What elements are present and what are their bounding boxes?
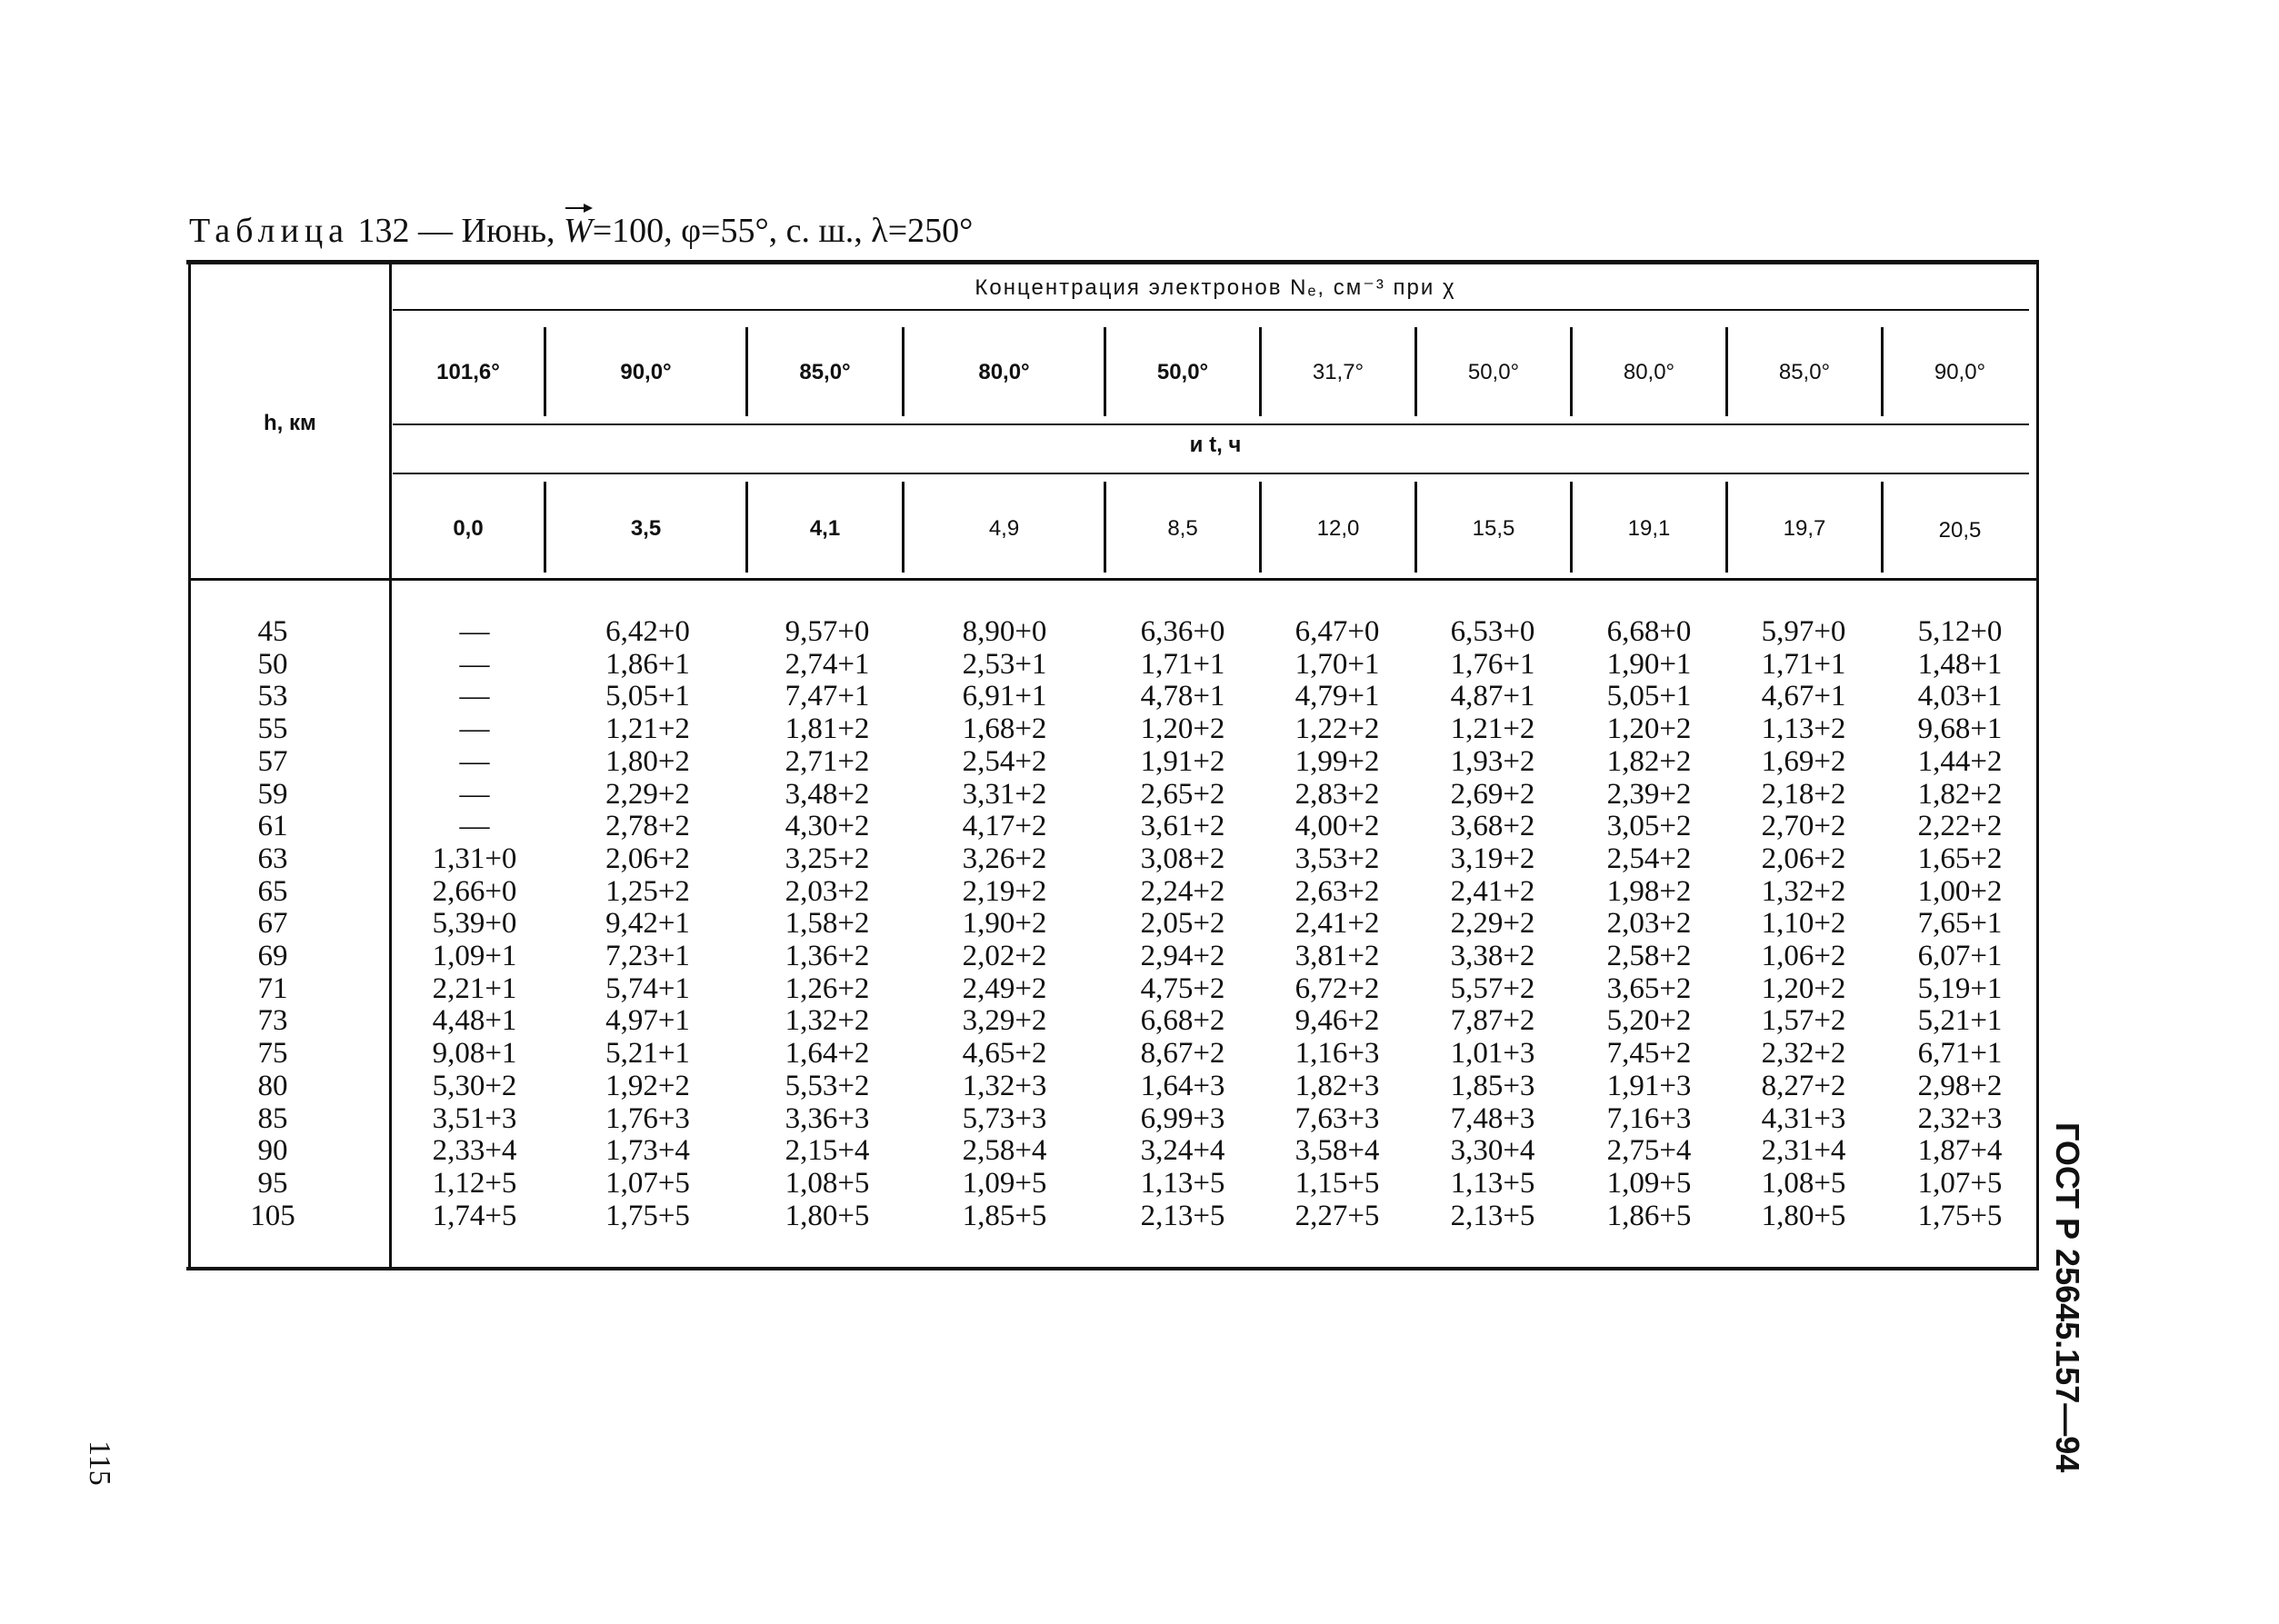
table-cell: 5,19+1 (1917, 971, 2003, 1005)
table-cell: 2,58+4 (962, 1134, 1047, 1168)
table-cell-h: 65 (257, 874, 288, 908)
chi-value: 31,7° (1312, 360, 1364, 384)
table-cell: 2,74+1 (785, 647, 870, 681)
table-cell: 1,76+3 (605, 1101, 690, 1135)
table-cell: 1,86+1 (605, 647, 690, 681)
table-bottom-rule (186, 1267, 2039, 1270)
table-cell: 6,91+1 (962, 680, 1047, 713)
header-rule-3 (393, 473, 2029, 474)
table-cell: 1,71+1 (1140, 647, 1225, 681)
t-value: 4,1 (809, 516, 841, 541)
table-caption (189, 211, 973, 251)
table-cell: 1,82+3 (1294, 1069, 1380, 1102)
table-cell: 2,65+2 (1140, 777, 1225, 811)
table-cell: 3,48+2 (785, 777, 870, 811)
table-cell: 1,20+2 (1140, 712, 1225, 746)
table-cell: 8,67+2 (1140, 1037, 1225, 1071)
t-value: 19,1 (1627, 516, 1671, 541)
caption-label: Таблица (189, 212, 350, 250)
header-rule-1 (393, 309, 2029, 311)
table-cell: 4,48+1 (432, 1004, 517, 1038)
data-column (909, 616, 1100, 1232)
table-cell: 1,81+2 (785, 712, 870, 746)
table-cell: 1,13+2 (1761, 712, 1846, 746)
table-cell: 9,68+1 (1917, 712, 2003, 746)
table-cell: 2,31+4 (1761, 1134, 1846, 1168)
table-cell: 5,57+2 (1450, 971, 1535, 1005)
table-cell: 6,07+1 (1917, 940, 2003, 973)
table-cell: 3,65+2 (1606, 971, 1692, 1005)
table-cell-h: 67 (257, 907, 288, 941)
table-cell: 2,41+2 (1294, 907, 1380, 941)
table-cell: 1,07+5 (1917, 1166, 2003, 1200)
table-cell: 1,57+2 (1761, 1004, 1846, 1038)
table-cell: 1,80+2 (605, 744, 690, 778)
table-cell: 1,73+4 (605, 1134, 690, 1168)
table-cell: 3,30+4 (1450, 1134, 1535, 1168)
table-cell: 2,05+2 (1140, 907, 1225, 941)
table-cell: 2,18+2 (1761, 777, 1846, 811)
table-cell: 1,74+5 (432, 1199, 517, 1232)
table-cell: 1,82+2 (1606, 744, 1692, 778)
table-cell: 2,32+3 (1917, 1101, 2003, 1135)
table-cell: 1,75+5 (1917, 1199, 2003, 1232)
table-cell: 2,06+2 (1761, 842, 1846, 875)
table-cell: 2,53+1 (962, 647, 1047, 681)
table-cell: 2,21+1 (432, 971, 517, 1005)
table-cell: 1,75+5 (605, 1199, 690, 1232)
table-cell: 3,58+4 (1294, 1134, 1380, 1168)
table-cell-h: 50 (257, 647, 288, 681)
table-cell: 4,31+3 (1761, 1101, 1846, 1135)
table-cell: 2,41+2 (1450, 874, 1535, 908)
table-cell: 1,82+2 (1917, 777, 2003, 811)
table-cell: 3,68+2 (1450, 810, 1535, 843)
table-cell: 1,13+5 (1140, 1166, 1225, 1200)
table-cell: 6,71+1 (1917, 1037, 2003, 1071)
table-cell: 1,86+5 (1606, 1199, 1692, 1232)
table-cell: 1,90+2 (962, 907, 1047, 941)
table-cell: 3,81+2 (1294, 940, 1380, 973)
table-cell: 1,98+2 (1606, 874, 1692, 908)
table-cell: 1,32+2 (785, 1004, 870, 1038)
data-column (393, 616, 556, 1232)
standard-designation: ГОСТ Р 25645.157—94 (2049, 1122, 2086, 1473)
table-cell: 1,32+3 (962, 1069, 1047, 1102)
table-cell: 1,48+1 (1917, 647, 2003, 681)
table-cell-h: 61 (257, 810, 288, 843)
table-cell: 1,91+3 (1606, 1069, 1692, 1102)
table-cell: 1,85+3 (1450, 1069, 1535, 1102)
table-cell: 2,19+2 (962, 874, 1047, 908)
t-value: 3,5 (630, 516, 662, 541)
table-cell: 2,06+2 (605, 842, 690, 875)
table-cell-h: 73 (257, 1004, 288, 1038)
table-cell: 1,09+5 (962, 1166, 1047, 1200)
table-cell-h: 55 (257, 712, 288, 746)
t-value: 15,5 (1472, 516, 1515, 541)
table-cell: 2,78+2 (605, 810, 690, 843)
table-cell-h: 45 (257, 615, 288, 648)
table-cell: 4,78+1 (1140, 680, 1225, 713)
table-cell: 2,83+2 (1294, 777, 1380, 811)
table-cell: 5,21+1 (605, 1037, 690, 1071)
table-cell: 4,97+1 (605, 1004, 690, 1038)
table-cell-h: 59 (257, 777, 288, 811)
table-cell: 1,58+2 (785, 907, 870, 941)
table-cell: 1,20+2 (1606, 712, 1692, 746)
table-cell: 1,06+2 (1761, 940, 1846, 973)
table-cell: 7,65+1 (1917, 907, 2003, 941)
table-cell: 1,10+2 (1761, 907, 1846, 941)
table-cell: 7,16+3 (1606, 1101, 1692, 1135)
table-cell: 4,79+1 (1294, 680, 1380, 713)
table-cell: 6,72+2 (1294, 971, 1380, 1005)
chi-value: 90,0° (620, 360, 672, 384)
header-rule-2 (393, 423, 2029, 425)
table-cell: 2,63+2 (1294, 874, 1380, 908)
data-column (1414, 616, 1571, 1232)
table-cell: — (459, 647, 490, 681)
table-cell: 1,64+3 (1140, 1069, 1225, 1102)
table-cell: 7,23+1 (605, 940, 690, 973)
time-header: и t, ч (1189, 433, 1242, 457)
table-cell: 1,91+2 (1140, 744, 1225, 778)
table-cell: 1,80+5 (1761, 1199, 1846, 1232)
table-cell-h: 69 (257, 940, 288, 973)
table-cell: 2,98+2 (1917, 1069, 2003, 1102)
table-cell: 1,85+5 (962, 1199, 1047, 1232)
table-cell-h: 80 (257, 1069, 288, 1102)
table-cell: 7,63+3 (1294, 1101, 1380, 1135)
table-cell: 6,47+0 (1294, 615, 1380, 648)
table-cell: 6,53+0 (1450, 615, 1535, 648)
table-cell: 1,64+2 (785, 1037, 870, 1071)
table-cell: 1,01+3 (1450, 1037, 1535, 1071)
table-cell: 1,32+2 (1761, 874, 1846, 908)
table-cell: 9,42+1 (605, 907, 690, 941)
table-cell: 3,26+2 (962, 842, 1047, 875)
table-cell: 5,21+1 (1917, 1004, 2003, 1038)
table-cell: 1,20+2 (1761, 971, 1846, 1005)
table-cell-h: 57 (257, 744, 288, 778)
table-cell: 6,99+3 (1140, 1101, 1225, 1135)
table-cell: 4,67+1 (1761, 680, 1846, 713)
table-cell: 3,53+2 (1294, 842, 1380, 875)
table-cell: 2,54+2 (1606, 842, 1692, 875)
table-cell: 1,36+2 (785, 940, 870, 973)
table-cell: 6,68+2 (1140, 1004, 1225, 1038)
table-cell: 2,13+5 (1450, 1199, 1535, 1232)
table-cell: 5,53+2 (785, 1069, 870, 1102)
table-cell: 1,44+2 (1917, 744, 2003, 778)
table-cell-h: 85 (257, 1101, 288, 1135)
table-cell: 9,08+1 (432, 1037, 517, 1071)
table-cell: 9,46+2 (1294, 1004, 1380, 1038)
table-cell: 7,87+2 (1450, 1004, 1535, 1038)
table-cell: 2,32+2 (1761, 1037, 1846, 1071)
table-cell: 8,90+0 (962, 615, 1047, 648)
table-cell: 2,71+2 (785, 744, 870, 778)
table-cell: 5,05+1 (1606, 680, 1692, 713)
table-cell: 5,73+3 (962, 1101, 1047, 1135)
data-column (1882, 616, 2038, 1232)
chi-value: 80,0° (978, 360, 1030, 384)
table-cell: 3,19+2 (1450, 842, 1535, 875)
table-cell: 1,26+2 (785, 971, 870, 1005)
table-cell: 3,05+2 (1606, 810, 1692, 843)
table-cell: 1,65+2 (1917, 842, 2003, 875)
chi-value: 101,6° (436, 360, 500, 384)
table-cell: 1,22+2 (1294, 712, 1380, 746)
t-value: 12,0 (1316, 516, 1360, 541)
chi-value: 85,0° (799, 360, 851, 384)
table-cell: — (459, 810, 490, 843)
t-value: 20,5 (1938, 518, 1982, 543)
table-cell: 2,70+2 (1761, 810, 1846, 843)
h-column-divider (389, 264, 392, 1267)
table-cell: 2,15+4 (785, 1134, 870, 1168)
table-cell: 1,00+2 (1917, 874, 2003, 908)
caption-vector-w: W (564, 212, 593, 250)
table-cell: 2,66+0 (432, 874, 517, 908)
table-cell: 1,13+5 (1450, 1166, 1535, 1200)
table-cell: — (459, 777, 490, 811)
header-bottom-rule (188, 578, 2039, 581)
t-value: 8,5 (1167, 516, 1198, 541)
table-cell: 2,13+5 (1140, 1199, 1225, 1232)
table-cell: 2,22+2 (1917, 810, 2003, 843)
table-cell: 2,29+2 (1450, 907, 1535, 941)
table-cell: 3,61+2 (1140, 810, 1225, 843)
table-cell: 4,00+2 (1294, 810, 1380, 843)
table-cell: 1,21+2 (605, 712, 690, 746)
table-cell: 6,36+0 (1140, 615, 1225, 648)
table-cell: 5,05+1 (605, 680, 690, 713)
table-cell: 4,75+2 (1140, 971, 1225, 1005)
table-cell: 1,69+2 (1761, 744, 1846, 778)
table-cell-h: 75 (257, 1037, 288, 1071)
chi-value: 85,0° (1778, 360, 1831, 384)
table-cell: 2,75+4 (1606, 1134, 1692, 1168)
table-cell: — (459, 680, 490, 713)
data-column (1571, 616, 1727, 1232)
table-cell: 4,03+1 (1917, 680, 2003, 713)
chi-value: 50,0° (1156, 360, 1209, 384)
table-cell: — (459, 744, 490, 778)
table-cell: 1,16+3 (1294, 1037, 1380, 1071)
table-cell: 4,30+2 (785, 810, 870, 843)
table-cell: 3,31+2 (962, 777, 1047, 811)
table-cell: 5,39+0 (432, 907, 517, 941)
table-cell: 1,07+5 (605, 1166, 690, 1200)
table-cell: 1,70+1 (1294, 647, 1380, 681)
table-cell: 2,94+2 (1140, 940, 1225, 973)
table-cell: 2,33+4 (432, 1134, 517, 1168)
table-cell: 3,25+2 (785, 842, 870, 875)
table-cell: 2,49+2 (962, 971, 1047, 1005)
table-cell: 3,24+4 (1140, 1134, 1225, 1168)
data-column (1725, 616, 1882, 1232)
table-cell: 2,03+2 (1606, 907, 1692, 941)
table-cell: 4,65+2 (962, 1037, 1047, 1071)
page-number: 115 (83, 1440, 116, 1486)
table-cell: 1,76+1 (1450, 647, 1535, 681)
table-cell: 5,97+0 (1761, 615, 1846, 648)
table-cell: 5,74+1 (605, 971, 690, 1005)
table-cell: 1,15+5 (1294, 1166, 1380, 1200)
t-value: 19,7 (1783, 516, 1826, 541)
table-cell: 5,12+0 (1917, 615, 2003, 648)
table-cell: 1,31+0 (432, 842, 517, 875)
table-cell: 9,57+0 (785, 615, 870, 648)
table-cell: 5,30+2 (432, 1069, 517, 1102)
table-cell-h: 53 (257, 680, 288, 713)
h-column-header: h, км (264, 411, 316, 435)
table-cell: 1,68+2 (962, 712, 1047, 746)
table-cell: — (459, 615, 490, 648)
table-cell: 6,42+0 (605, 615, 690, 648)
concentration-header: Концентрация электронов Nₑ, см⁻³ при χ (975, 275, 1456, 300)
table-cell: 1,08+5 (1761, 1166, 1846, 1200)
table-cell: 3,51+3 (432, 1101, 517, 1135)
chi-value: 90,0° (1934, 360, 1986, 384)
table-cell: 3,29+2 (962, 1004, 1047, 1038)
table-cell: 1,09+5 (1606, 1166, 1692, 1200)
data-column (745, 616, 909, 1232)
h-values-column (191, 616, 355, 1232)
table-cell: 1,92+2 (605, 1069, 690, 1102)
t-value: 0,0 (453, 516, 484, 541)
table-cell: 2,39+2 (1606, 777, 1692, 811)
table-cell: 4,17+2 (962, 810, 1047, 843)
table-cell: 1,90+1 (1606, 647, 1692, 681)
caption-text-1: 132 — Июнь, (349, 212, 565, 250)
chi-value: 50,0° (1467, 360, 1520, 384)
table-cell: 1,93+2 (1450, 744, 1535, 778)
table-cell: 5,20+2 (1606, 1004, 1692, 1038)
table-cell: 1,80+5 (785, 1199, 870, 1232)
table-cell: 2,29+2 (605, 777, 690, 811)
table-cell: 1,12+5 (432, 1166, 517, 1200)
table-cell: 1,09+1 (432, 940, 517, 973)
table-cell: 2,02+2 (962, 940, 1047, 973)
table-cell-h: 71 (257, 971, 288, 1005)
table-cell: 6,68+0 (1606, 615, 1692, 648)
table-cell: 1,25+2 (605, 874, 690, 908)
t-value: 4,9 (988, 516, 1020, 541)
table-cell: 2,03+2 (785, 874, 870, 908)
data-column (1260, 616, 1414, 1232)
table-cell: 1,87+4 (1917, 1134, 2003, 1168)
table-cell-h: 90 (257, 1134, 288, 1168)
table-cell: 7,47+1 (785, 680, 870, 713)
table-cell: 4,87+1 (1450, 680, 1535, 713)
table-cell-h: 63 (257, 842, 288, 875)
table-cell: 3,08+2 (1140, 842, 1225, 875)
chi-value: 80,0° (1623, 360, 1675, 384)
table-cell: 1,99+2 (1294, 744, 1380, 778)
table-cell-h: 95 (257, 1166, 288, 1200)
table-cell: 3,36+3 (785, 1101, 870, 1135)
table-cell: 7,45+2 (1606, 1037, 1692, 1071)
data-column (550, 616, 745, 1232)
data-column (1105, 616, 1260, 1232)
table-cell-h: 105 (250, 1199, 295, 1232)
table-cell: — (459, 712, 490, 746)
table-cell: 8,27+2 (1761, 1069, 1846, 1102)
table-cell: 3,38+2 (1450, 940, 1535, 973)
caption-text-2: =100, φ=55°, с. ш., λ=250° (592, 212, 974, 250)
table-cell: 2,58+2 (1606, 940, 1692, 973)
table-cell: 7,48+3 (1450, 1101, 1535, 1135)
table-cell: 2,69+2 (1450, 777, 1535, 811)
table-top-rule (186, 260, 2039, 264)
table-cell: 2,54+2 (962, 744, 1047, 778)
table-cell: 1,21+2 (1450, 712, 1535, 746)
table-cell: 2,27+5 (1294, 1199, 1380, 1232)
table-cell: 2,24+2 (1140, 874, 1225, 908)
table-cell: 1,71+1 (1761, 647, 1846, 681)
table-cell: 1,08+5 (785, 1166, 870, 1200)
